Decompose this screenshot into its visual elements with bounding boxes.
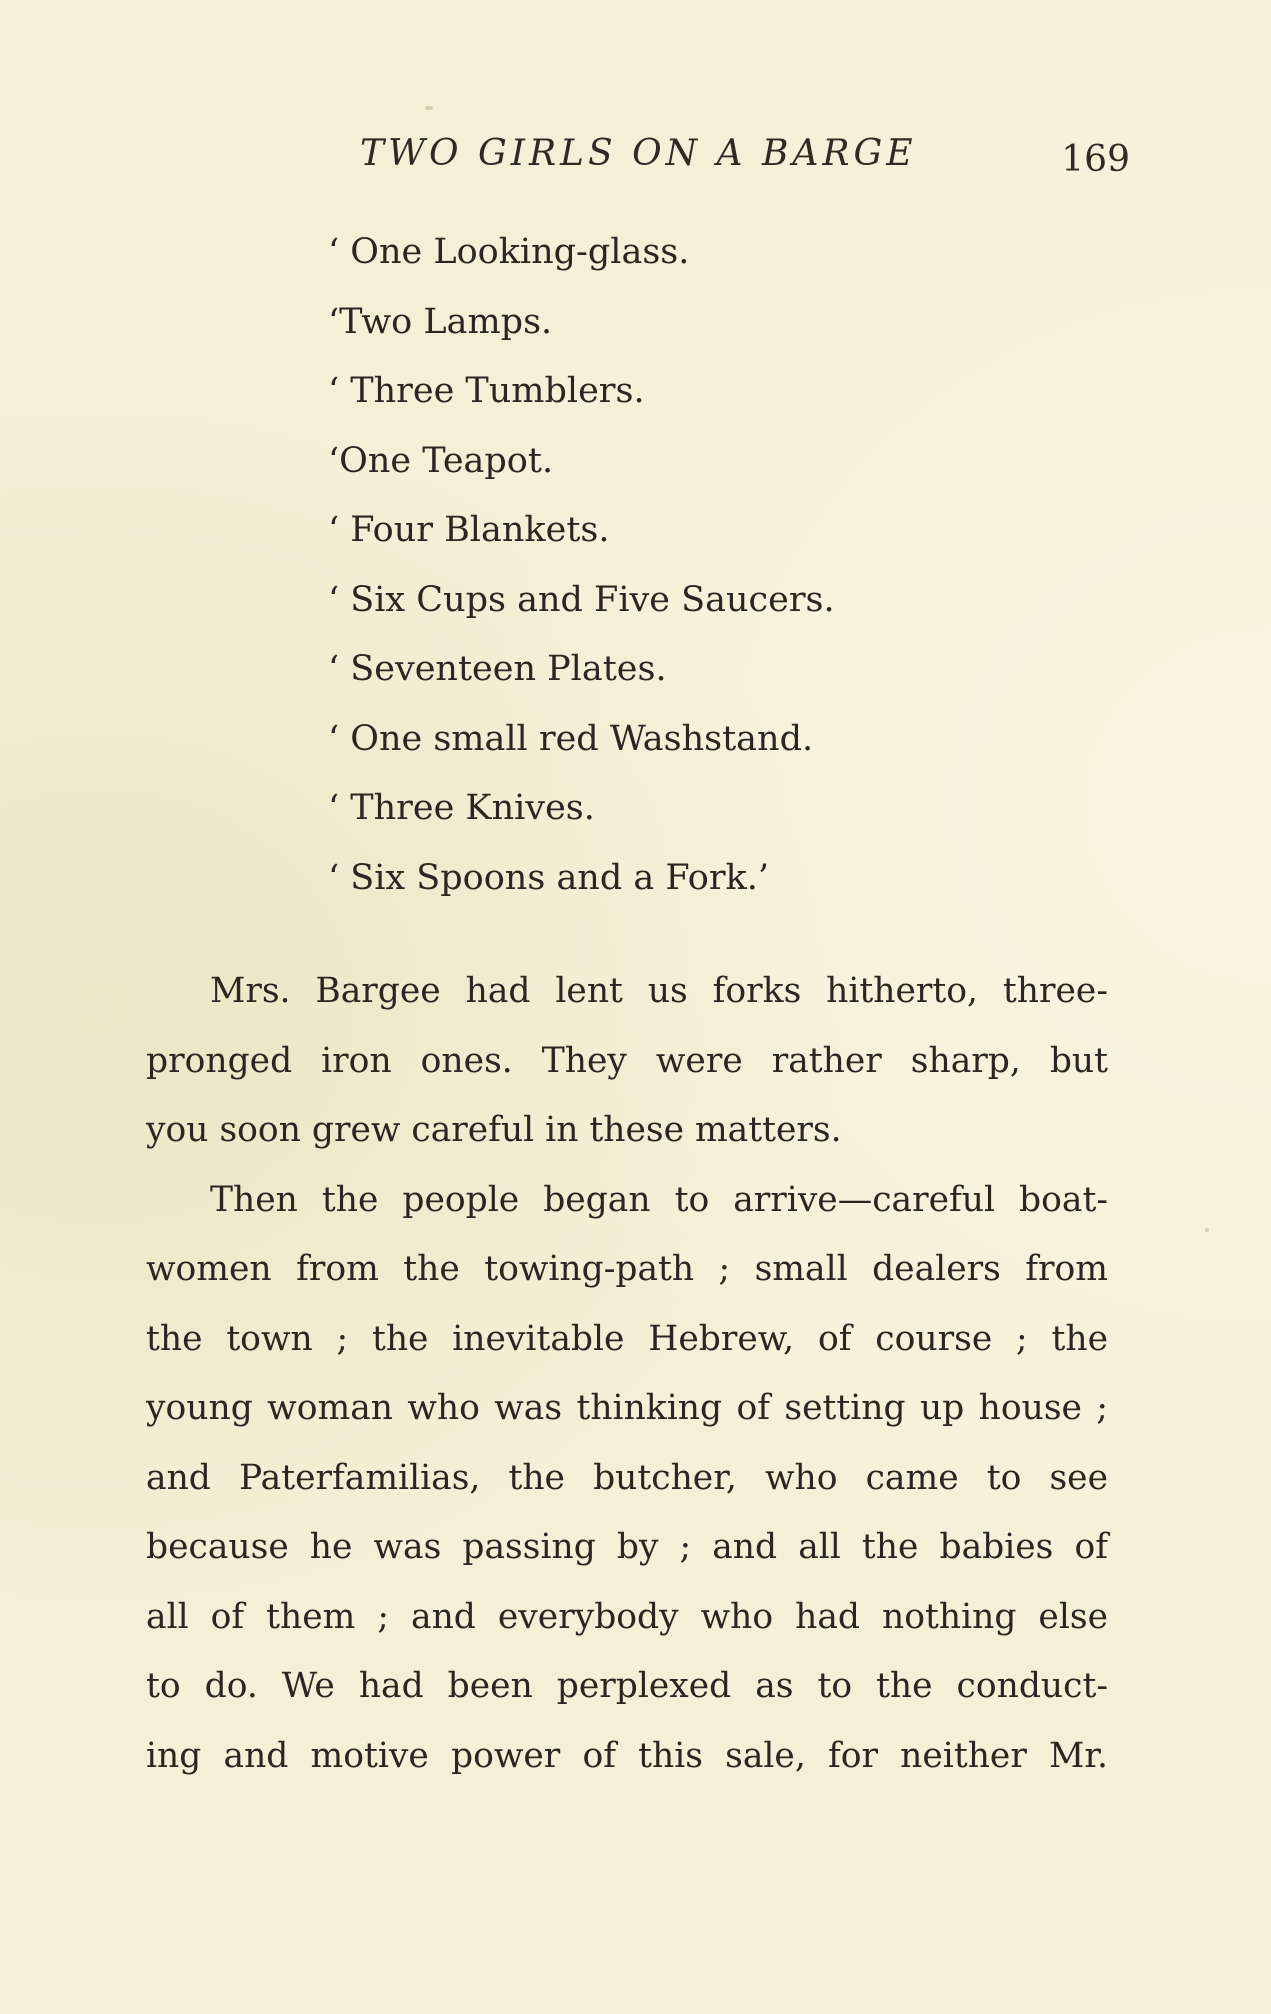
inventory-item: ‘ Three Knives. (328, 788, 595, 828)
inventory-item: ‘ Seventeen Plates. (328, 649, 667, 689)
text-line: and Paterfamilias, the butcher, who came to see (146, 1457, 1108, 1498)
text-line: to do. We had been perplexed as to the conduct- (146, 1666, 1108, 1706)
inventory-item: ‘ One small red Washstand. (328, 718, 814, 759)
page-header (360, 133, 1130, 183)
paper-speck (1205, 1228, 1209, 1232)
inventory-list (328, 222, 1128, 917)
text-line: you soon grew careful in these matters. (146, 1110, 842, 1150)
page-number: 169 (1061, 139, 1130, 180)
text-line: Mrs. Bargee had lent us forks hitherto, three- (210, 971, 1108, 1011)
body-text (146, 957, 1108, 1791)
inventory-item: ‘ Six Spoons and a Fork.’ (328, 857, 770, 898)
inventory-item: ‘One Teapot. (328, 440, 554, 481)
paper-speck (425, 106, 433, 110)
inventory-item: ‘ Four Blankets. (328, 510, 610, 550)
text-line: because he was passing by ; and all the babies of (146, 1527, 1108, 1567)
inventory-item: ‘ One Looking-glass. (328, 232, 690, 272)
text-line: ing and motive power of this sale, for neither Mr. (146, 1735, 1108, 1776)
text-line: the town ; the inevitable Hebrew, of course ; the (146, 1318, 1108, 1359)
running-head: TWO GIRLS ON A BARGE (360, 133, 917, 174)
text-line: pronged iron ones. They were rather sharp, but (146, 1040, 1108, 1081)
inventory-item: ‘ Three Tumblers. (328, 371, 645, 411)
text-line: women from the towing-path ; small dealers from (146, 1249, 1108, 1289)
text-line: Then the people began to arrive—careful boat- (210, 1179, 1108, 1220)
text-line: all of them ; and everybody who had nothing else (146, 1596, 1108, 1637)
text-line: young woman who was thinking of setting up house ; (146, 1388, 1108, 1428)
inventory-item: ‘ Six Cups and Five Saucers. (328, 579, 835, 620)
inventory-item: ‘Two Lamps. (328, 301, 553, 342)
